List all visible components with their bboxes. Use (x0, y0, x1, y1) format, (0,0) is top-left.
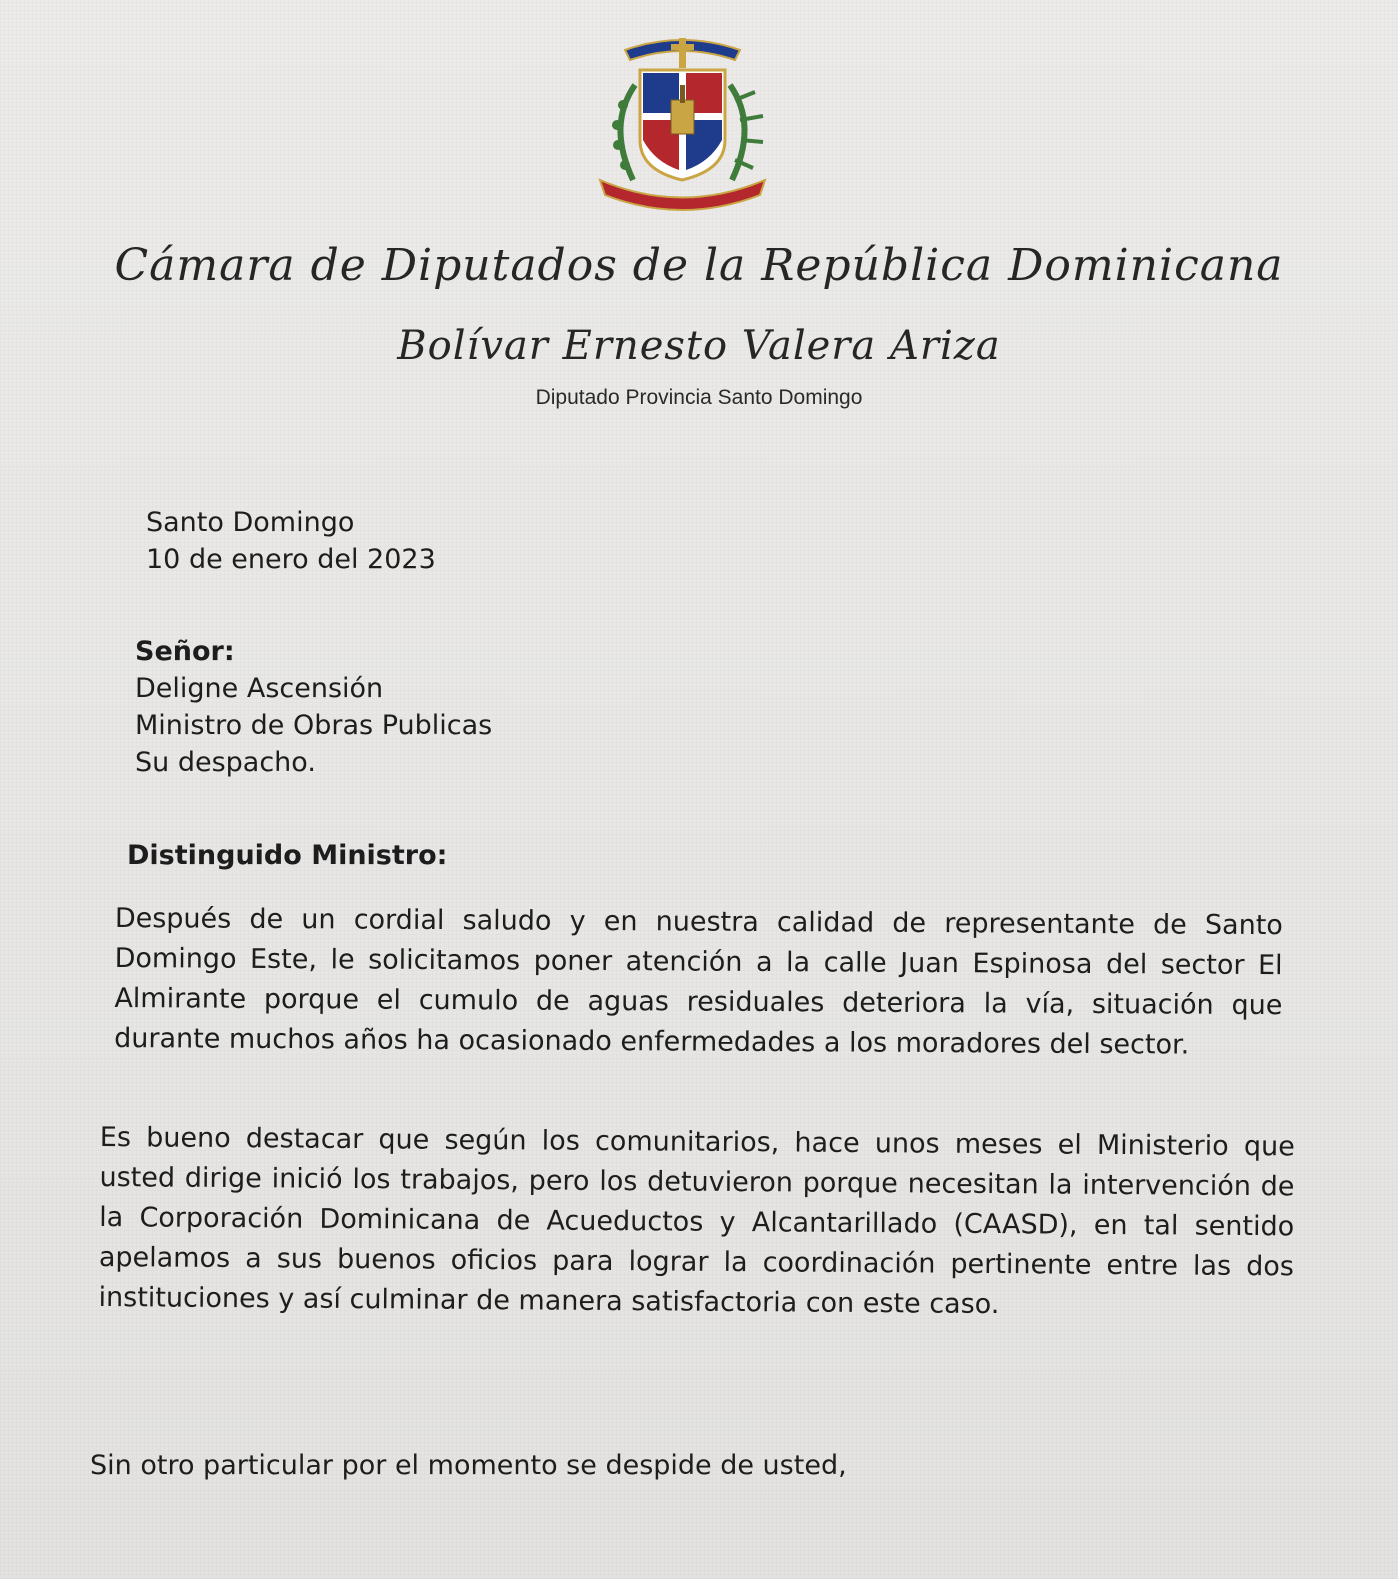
recipient-position: Ministro de Obras Publicas (135, 710, 493, 741)
date-block (146, 504, 436, 578)
deputy-name: Bolívar Ernesto Valera Ariza (397, 323, 1001, 369)
coat-of-arms-icon (585, 30, 780, 215)
city: Santo Domingo (146, 507, 355, 538)
institution-heading: Cámara de Diputados de la República Dominicana (114, 240, 1284, 291)
letter-date: 10 de enero del 2023 (146, 544, 436, 575)
paragraph-2: Es bueno destacar que según los comunitarios, hace unos meses el Ministerio que usted dirige inició los trabajos, pero los detuvieron porque necesitan la intervención de la Corporación Dominicana de Acueductos y Alcantarillado (CAASD), en tal sentido apelamos a sus buenos oficios para lograr la coordinación pertinente entre las dos instituciones y así culminar de manera satisfactoria con este caso. (98, 1121, 1295, 1321)
deputy-title: Diputado Provincia Santo Domingo (535, 386, 863, 409)
salutation-label: Señor: (135, 636, 235, 667)
recipient-block (135, 633, 492, 781)
greeting: Distinguido Ministro: (127, 840, 448, 871)
paragraph-1: Después de un cordial saludo y en nuestra calidad de representante de Santo Domingo Este, le solicitamos poner atención a la calle Juan Espinosa del sector El Almirante porque el cumulo de aguas residuales deteriora la vía, situación que durante muchos años ha ocasionado enfermedades a los moradores del sector. (114, 902, 1283, 1061)
closing-line: Sin otro particular por el momento se despide de usted, (90, 1450, 847, 1481)
recipient-location: Su despacho. (135, 747, 316, 778)
recipient-name: Deligne Ascensión (135, 673, 384, 704)
